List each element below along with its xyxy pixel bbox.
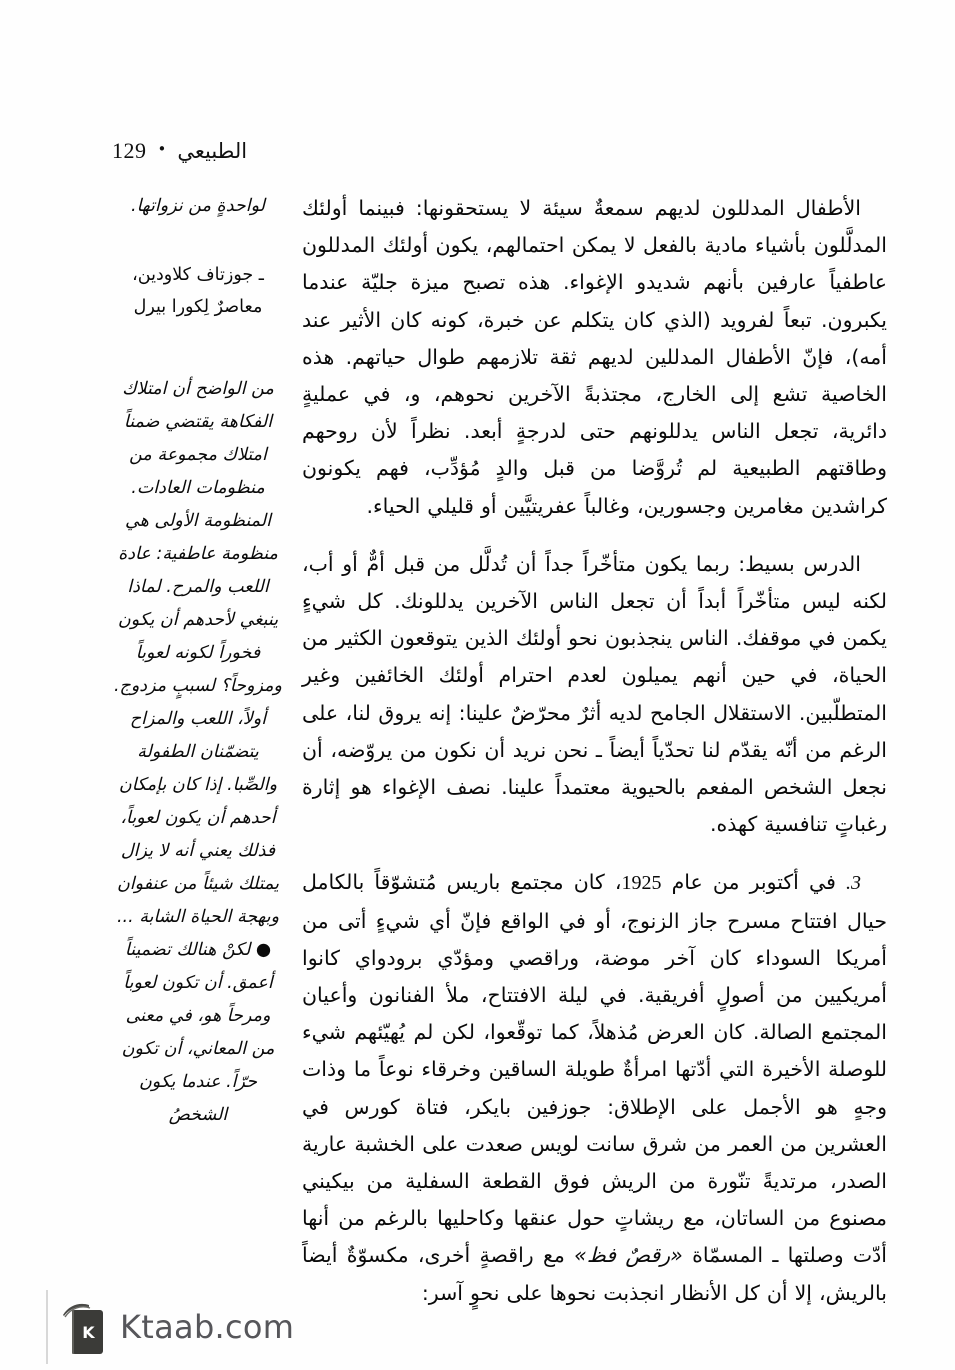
sidebar-attribution: ـ جوزتاف كلاودين، معاصرٌ لِكورا بيرل [132, 265, 264, 317]
year-1925: 1925 [621, 872, 662, 895]
paragraph-3-text-b: ، كان مجتمع باريس مُتشوّقاً بالكامل حيال افتتاح مسرح جاز الزنوج، أو في الواقع فإنّ أي شيءٍ أتى من أمريكا السوداء كان آخر موضة، وراقصي ومؤدّي برودواي كانوا أمريكيين من أصولٍ أفريقية. في ليلة الافتتاح، ملأ الفنانون وأعيان المجتمع الصالة. كان العرض مُذهلاً، كما توقّعوا، لكن لم يُهيّئهم شيء للوصلة الأخيرة التي أدّتها امرأةٌ طويلة الساقين وخرقاء نوعاً ما وذات وجهٍ هو الأجمل على الإطلاق: جوزفين بايكر، فتاة كورس في العشرين من العمر من شرق سانت لويس صعدت على الخشبة عارية الصدر، مرتديةً تنّورة من الريش فوق القطعة السفلية من بيكيني مصنوع من الساتان، مع ريشاتٍ حول عنقها وكاحليها بالرغم من أنها أدّت وصلتها ـ المسمّاة [302, 870, 888, 1268]
paragraph-3-text-a: في أكتوبر من عام [661, 870, 846, 895]
sidebar-quote-tail: لواحدةٍ من نزواتها. [131, 196, 265, 216]
book-icon [62, 1300, 108, 1354]
page-edge-line [46, 1290, 48, 1364]
paragraph-3-text-c: مع راقصةٍ أخرى، مكسوّةٌ أيضاً بالريش، إلا أن كل الأنظار انجذبت نحوها على نحوٍ آسر: [302, 1243, 887, 1305]
body-area [112, 190, 888, 1305]
performance-title: «رقصٌ فظ» [574, 1243, 683, 1268]
watermark-text: Ktaab.com [120, 1308, 295, 1346]
book-letter: K [82, 1322, 95, 1342]
sidebar-note: من الواضح أن امتلاك الفكاهة يقتضي ضمناً امتلاك مجموعة من منظومات العادات. المنظومة الأولى هي منظومة عاطفية: عادة اللعب والمرح. لماذا ينبغي لأحدهم أن يكون فخوراً لكونه لعوباً ومزوحاً؟ لسببٍ مزدوج. أولاً، اللعب والمزاح يتضمّنان الطفولة والصِّبا. إذا كان بإمكان أحدهم أن يكون لعوباً، فذلك يعني أنه لا يزال يمتلك شيئاً من عنفوان وبهجة الحياة الشابة ... ● لكنْ هنالك تضميناً أعمق. أن تكون لعوباً ومرحاً هو، في معنى من المعاني، أن تكون حرّاً. عندما يكون الشخصُ [113, 379, 283, 1125]
paragraph-1: الأطفال المدللون لديهم سمعةٌ سيئة لا يستحقونها: فبينما أولئك المدلَّلون بأشياء مادية بالفعل لا يمكن احتمالهم، يكون أولئك المدللون عاطفياً عارفين بأنهم شديدو الإغواء. هذه تصبح ميزة جليّة عندما يكبرون. تبعاً لفرويد (الذي كان يتكلم عن خبرة، كونه كان الأثير عند أمه)، فإنّ الأطفال المدللين لديهم ثقة تلازمهم طوال حياتهم. هذه الخاصية تشع إلى الخارج، مجتذبةً الآخرين نحوهم، و، في عمليةٍ دائرية، تجعل الناس يدللونهم حتى لدرجةٍ أبعد. نظراً لأن روحهم وطاقتهم الطبيعية لم تُروَّضا من قبل والدٍ مُؤدِّب، فهم يكونون كراشدين مغامرين وجسورين، وغالباً عفريتيَّين أو قليلي الحياء. [302, 196, 887, 518]
book-cover-icon [74, 1310, 103, 1354]
watermark [62, 1300, 294, 1354]
separator-bullet: • [157, 140, 167, 158]
paragraph-3 [302, 864, 887, 1311]
sidebar-notes-column [112, 190, 284, 1260]
running-head [112, 138, 247, 164]
main-text-column [302, 190, 888, 1305]
page-number: 129 [112, 138, 147, 163]
paragraph-number: 3. [846, 872, 861, 895]
chapter-title: الطبيعي [177, 139, 248, 163]
paragraph-2: الدرس بسيط: ربما يكون متأخّراً جداً أن تُدلَّل من قبل أمٌّ أو أب، لكنه ليس متأخّراً أبداً أن تجعل الناس الآخرين يدللونك. كل شيءٍ يكمن في موقفك. الناس ينجذبون نحو أولئك الذين يتوقعون الكثير من الحياة، في حين أنهم يميلون لعدم احترام أولئك الخائفين وغير المتطلّبين. الاستقلال الجامح لديه أثرٌ محرّضٌ علينا: إنه يروق لنا، على الرغم من أنّه يقدّم لنا تحدّياً أيضاً ـ نحن نريد أن نكون من يروّضه، أن نجعل الشخص المفعم بالحيوية معتمداً علينا. نصف الإغواء هو إثارة رغباتٍ تنافسية كهذه. [302, 551, 887, 837]
